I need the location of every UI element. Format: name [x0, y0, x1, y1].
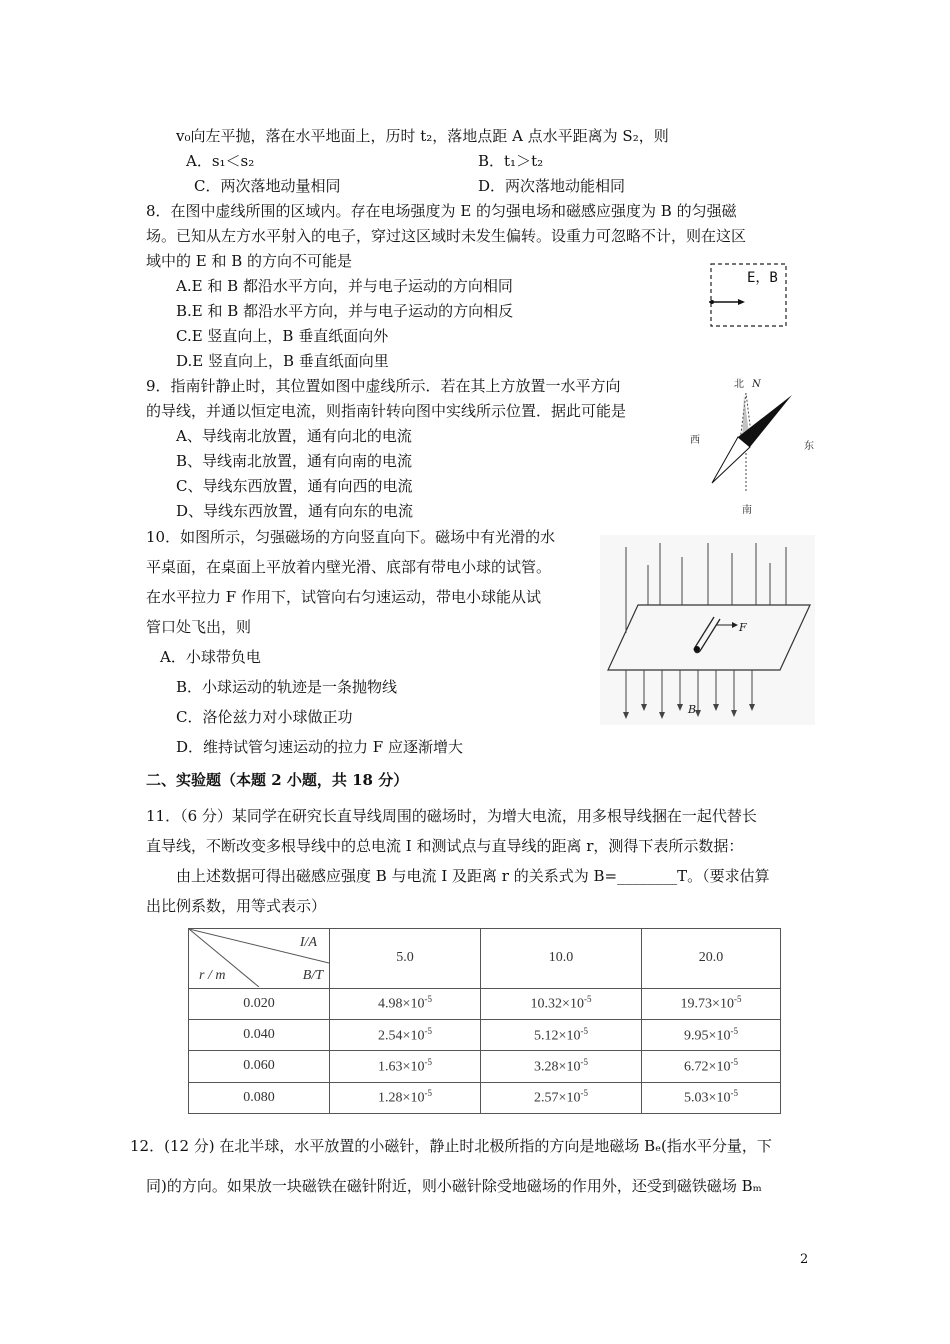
q9-option-a: A、导线南北放置，通有向北的电流 — [176, 427, 412, 445]
east-label: 东 — [804, 441, 814, 452]
row-distance: 0.020 — [189, 988, 330, 1019]
q9-option-b: B、导线南北放置，通有向南的电流 — [176, 452, 413, 470]
q12-line-1: 12．(12 分) 在北半球，水平放置的小磁针，静止时北极所指的方向是地磁场 Bₑ(指水平分量，下 — [130, 1137, 772, 1155]
page-number: 2 — [800, 1252, 809, 1267]
column-header: 20.0 — [642, 929, 781, 989]
table-cell: $3.28\times 10^{-5}$ — [481, 1051, 642, 1082]
q10-magnetic-field-figure — [600, 535, 815, 725]
table-row — [189, 988, 781, 1019]
table-cell: $5.12\times 10^{-5}$ — [481, 1019, 642, 1050]
q7-option-a: A．s₁＜s₂ — [186, 152, 255, 170]
corner-field-label: B/T — [302, 967, 323, 983]
q10-line-4: 管口处飞出，则 — [146, 618, 252, 636]
row-distance: 0.080 — [189, 1082, 330, 1113]
q9-line-1: 9．指南针静止时，其位置如图中虚线所示．若在其上方放置一水平方向 — [146, 377, 621, 395]
section-2-heading: 二、实验题（本题 2 小题，共 18 分） — [146, 771, 409, 789]
q7-option-d: D．两次落地动能相同 — [478, 177, 626, 195]
q10-option-c: C．洛伦兹力对小球做正功 — [176, 708, 353, 726]
q10-line-2: 平桌面，在桌面上平放着内壁光滑、底部有带电小球的试管。 — [146, 558, 552, 576]
electron-dot — [710, 300, 714, 304]
table-cell: $1.28\times 10^{-5}$ — [330, 1082, 481, 1113]
q8-option-b: B.E 和 B 都沿水平方向，并与电子运动的方向相反 — [176, 302, 514, 320]
q12-line-2: 同)的方向。如果放一块磁铁在磁针附近，则小磁针除受地磁场的作用外，还受到磁铁磁场 Bₘ — [146, 1177, 762, 1195]
table-cell: $19.73\times 10^{-5}$ — [642, 988, 781, 1019]
q7-option-c: C．两次落地动量相同 — [194, 177, 341, 195]
table-cell: $2.54\times 10^{-5}$ — [330, 1019, 481, 1050]
table-cell: $5.03\times 10^{-5}$ — [642, 1082, 781, 1113]
q7-continuation: v₀向左平抛，落在水平地面上，历时 t₂，落地点距 A 点水平距离为 S₂，则 — [176, 127, 669, 145]
q8-option-a: A.E 和 B 都沿水平方向，并与电子运动的方向相同 — [176, 277, 513, 295]
arrow-head-icon — [738, 299, 745, 305]
q8-field-region-figure — [705, 260, 790, 330]
field-label: E，B — [747, 270, 778, 286]
q10-option-b: B．小球运动的轨迹是一条抛物线 — [176, 678, 398, 696]
q11-line-4: 出比例系数，用等式表示） — [146, 897, 327, 915]
field-label: B — [688, 703, 697, 716]
q9-option-c: C、导线东西放置，通有向西的电流 — [176, 477, 413, 495]
row-distance: 0.040 — [189, 1019, 330, 1050]
q10-line-1: 10．如图所示，匀强磁场的方向竖直向下。磁场中有光滑的水 — [146, 528, 556, 546]
table-cell: $9.95\times 10^{-5}$ — [642, 1019, 781, 1050]
q10-option-d: D．维持试管匀速运动的拉力 F 应逐渐增大 — [176, 738, 463, 756]
q8-line-3: 域中的 E 和 B 的方向不可能是 — [146, 252, 353, 270]
north-label: 北 — [734, 379, 744, 390]
row-distance: 0.060 — [189, 1051, 330, 1082]
table-cell: $2.57\times 10^{-5}$ — [481, 1082, 642, 1113]
table-row — [189, 1082, 781, 1113]
table-row — [189, 1051, 781, 1082]
table-row — [189, 1019, 781, 1050]
q8-line-1: 8．在图中虚线所围的区域内。存在电场强度为 E 的匀强电场和磁感应强度为 B 的匀强磁 — [146, 202, 737, 220]
n-label: N — [752, 379, 761, 390]
q9-compass-figure — [690, 375, 815, 515]
q8-option-d: D.E 竖直向上，B 垂直纸面向里 — [176, 352, 389, 370]
column-header: 5.0 — [330, 929, 481, 989]
force-label: F — [739, 621, 747, 634]
column-header: 10.0 — [481, 929, 642, 989]
q11-line-3: 由上述数据可得出磁感应强度 B 与电流 I 及距离 r 的关系式为 B=________T。（要求估算 — [176, 867, 770, 885]
q11-line-2: 直导线，不断改变多根导线中的总电流 I 和测试点与直导线的距离 r，测得下表所示数据： — [146, 837, 744, 855]
table-corner-cell — [189, 929, 330, 989]
south-label: 南 — [742, 505, 752, 515]
corner-current-label: I/A — [299, 935, 317, 950]
q10-line-3: 在水平拉力 F 作用下，试管向右匀速运动，带电小球能从试 — [146, 588, 541, 606]
q11-data-table — [188, 928, 781, 1114]
west-label: 西 — [690, 435, 700, 446]
q8-option-c: C.E 竖直向上，B 垂直纸面向外 — [176, 327, 389, 345]
q7-option-b: B．t₁＞t₂ — [478, 152, 544, 170]
table-cell: $6.72\times 10^{-5}$ — [642, 1051, 781, 1082]
q8-line-2: 场。已知从左方水平射入的电子，穿过这区域时未发生偏转。设重力可忽略不计，则在这区 — [146, 227, 747, 245]
table-cell: $1.63\times 10^{-5}$ — [330, 1051, 481, 1082]
corner-distance-label: r / m — [199, 967, 226, 983]
q9-option-d: D、导线东西放置，通有向东的电流 — [176, 502, 414, 520]
deflected-needle-south — [712, 437, 750, 483]
q9-line-2: 的导线，并通以恒定电流，则指南针转向图中实线所示位置．据此可能是 — [146, 402, 627, 420]
table-cell: $10.32\times 10^{-5}$ — [481, 988, 642, 1019]
table-header-row — [189, 929, 781, 989]
table-cell: $4.98\times 10^{-5}$ — [330, 988, 481, 1019]
charged-ball — [694, 646, 700, 652]
q11-line-1: 11．（6 分）某同学在研究长直导线周围的磁场时，为增大电流，用多根导线捆在一起代替长 — [146, 807, 757, 825]
q10-option-a: A．小球带负电 — [160, 648, 261, 666]
